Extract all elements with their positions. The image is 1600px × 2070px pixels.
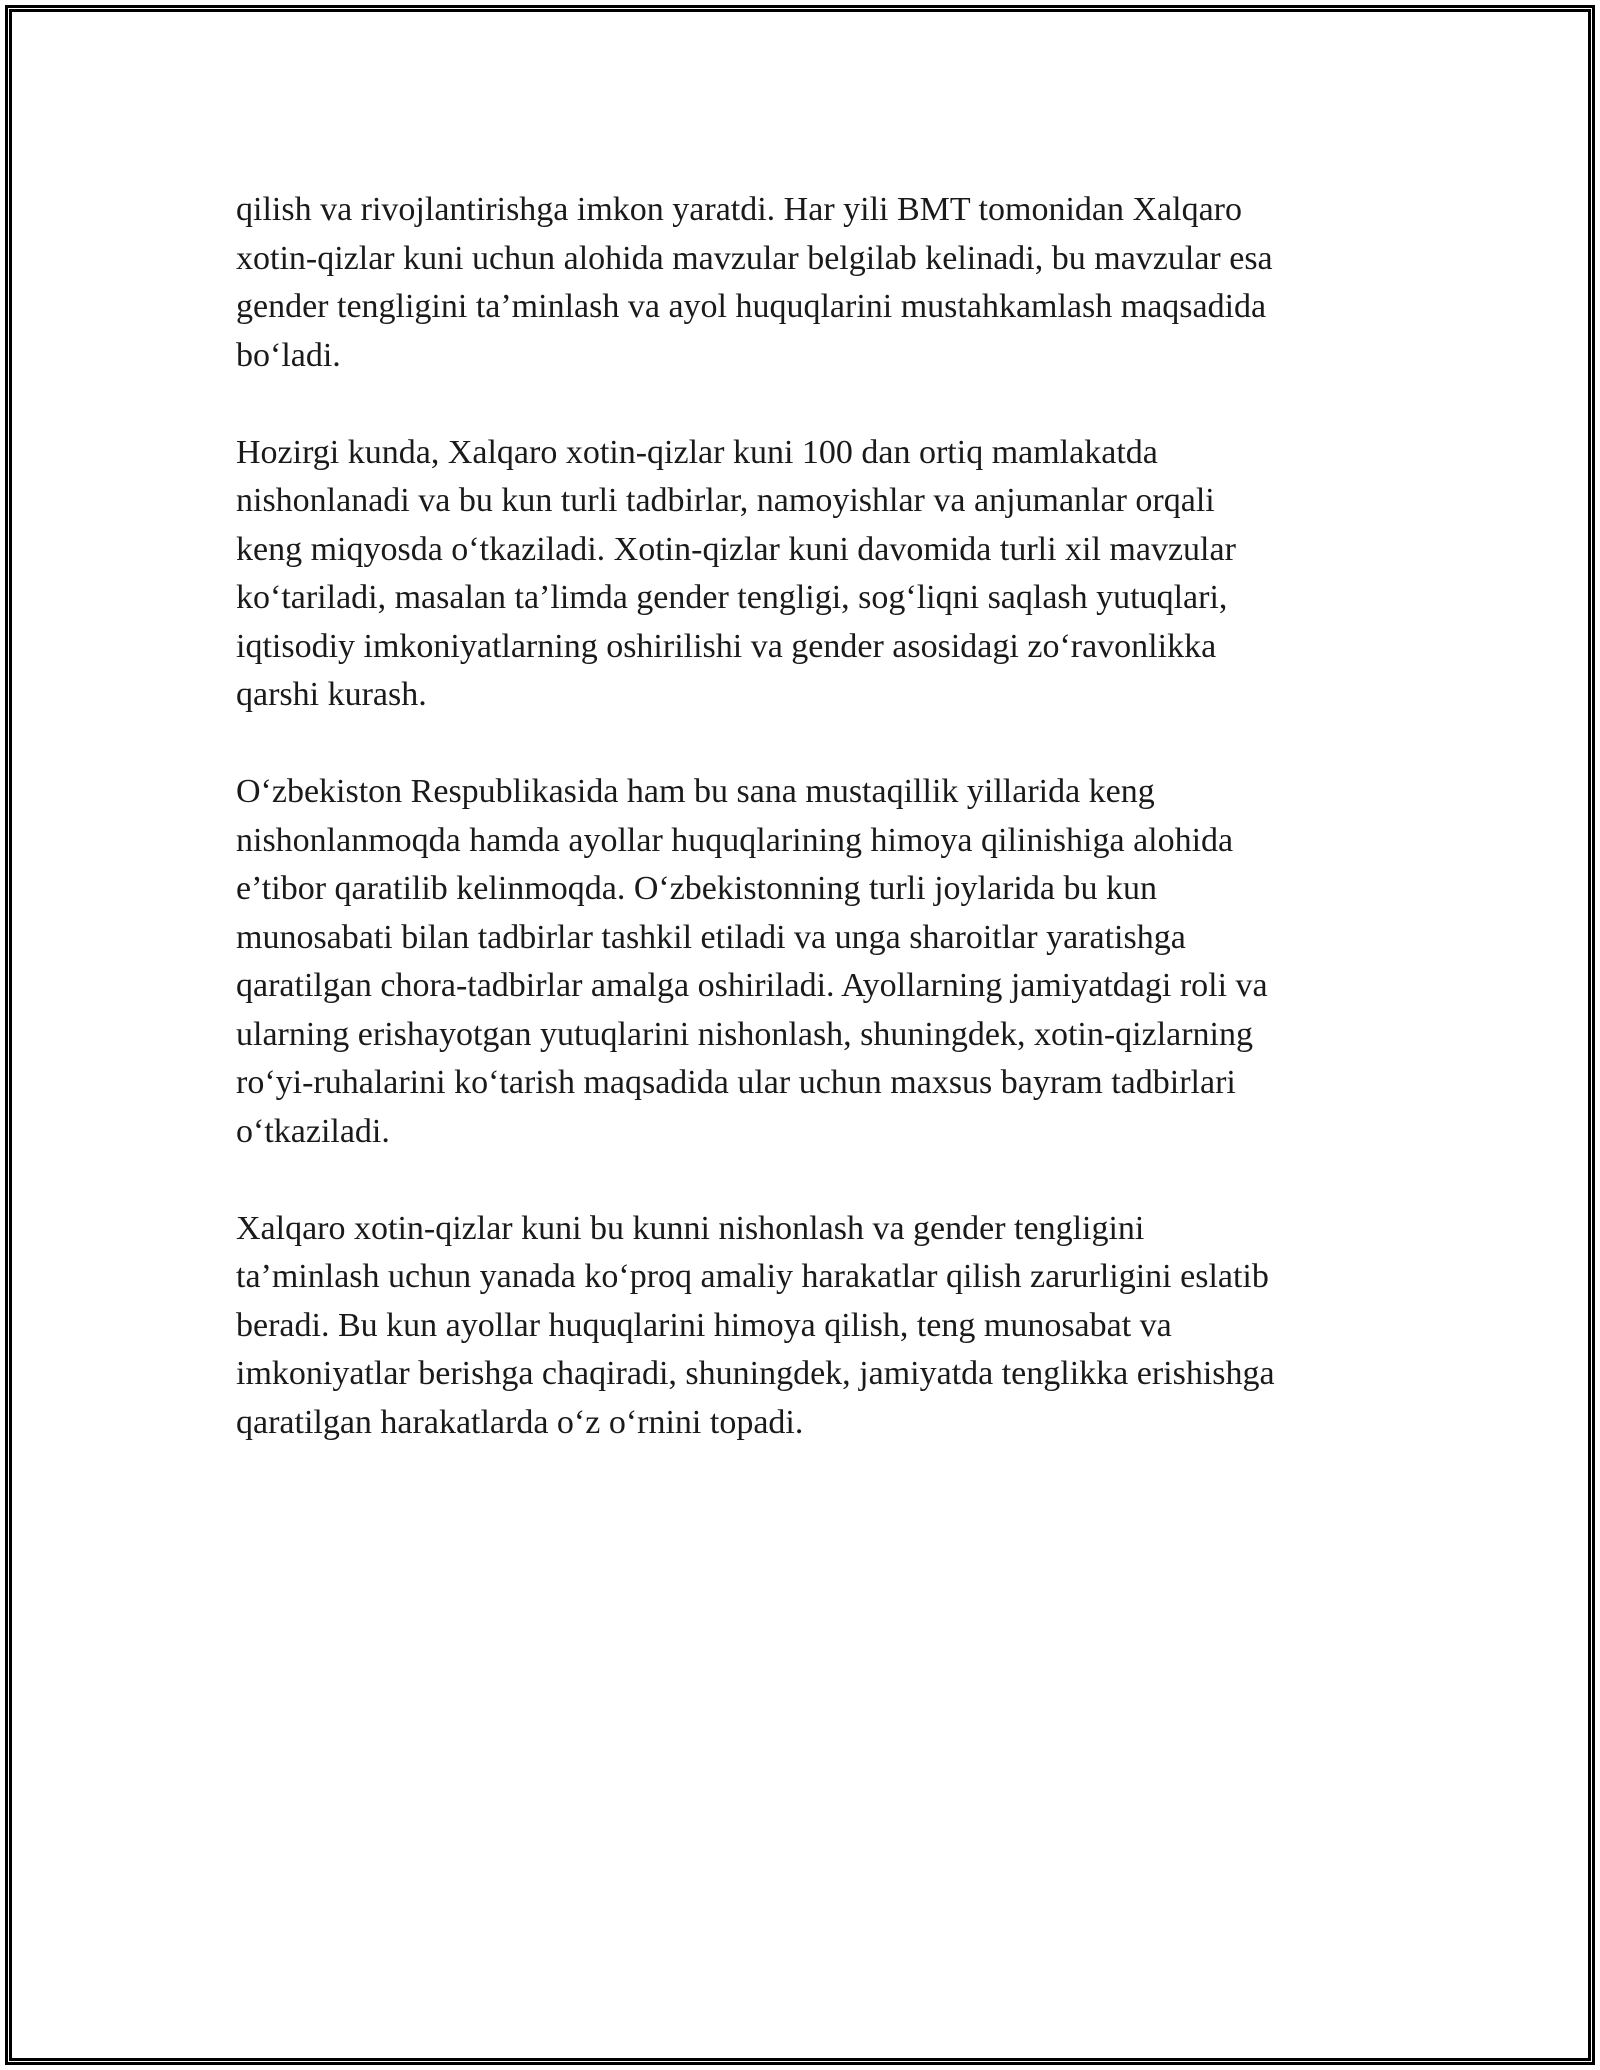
- document-body: [236, 186, 1366, 1496]
- paragraph-3: O‘zbekiston Respublikasida ham bu sana mustaqillik yillarida keng nishonlanmoqda hamda ayollar huquqlarining himoya qilinishiga alohida e’tibor qaratilib kelinmoqda. O‘zbekistonning turli joylarida bu kun munosabati bilan tadbirlar tashkil etiladi va unga sharoitlar yaratishga qaratilgan chora-tadbirlar amalga oshiriladi. Ayollarning jamiyatdagi roli va ularning erishayotgan yutuqlarini nishonlash, shuningdek, xotin-qizlarning ro‘yi-ruhalarini ko‘tarish maqsadida ular uchun maxsus bayram tadbirlari o‘tkaziladi.: [236, 773, 1268, 1150]
- paragraph-2: Hozirgi kunda, Xalqaro xotin-qizlar kuni 100 dan ortiq mamlakatda nishonlanadi va bu kun turli tadbirlar, namoyishlar va anjumanlar orqali keng miqyosda o‘tkaziladi. Xotin-qizlar kuni davomida turli xil mavzular ko‘tariladi, masalan ta’limda gender tengligi, sog‘liqni saqlash yutuqlari, iqtisodiy imkoniyatlarning oshirilishi va gender asosidagi zo‘ravonlikka qarshi kurash.: [236, 433, 1236, 713]
- paragraph-4: Xalqaro xotin-qizlar kuni bu kunni nishonlash va gender tengligini ta’minlash uchun yanada ko‘proq amaliy harakatlar qilish zarurligini eslatib beradi. Bu kun ayollar huquqlarini himoya qilish, teng munosabat va imkoniyatlar berishga chaqiradi, shuningdek, jamiyatda tenglikka erishishga qaratilgan harakatlarda o‘z o‘rnini topadi.: [236, 1209, 1275, 1441]
- paragraph-1: qilish va rivojlantirishga imkon yaratdi. Har yili BMT tomonidan Xalqaro xotin-qizlar kuni uchun alohida mavzular belgilab kelinadi, bu mavzular esa gender tengligini ta’minlash va ayol huquqlarini mustahkamlash maqsadida bo‘ladi.: [236, 191, 1273, 374]
